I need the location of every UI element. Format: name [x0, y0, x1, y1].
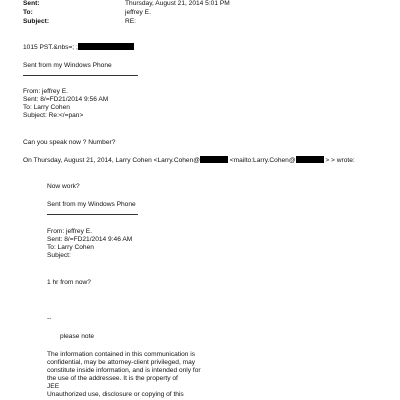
- wrote-line-part-a: On Thursday, August 21, 2014, Larry Cohen <Larry.Cohen@: [23, 157, 200, 164]
- confidential-line-4: the use of the addressee. It is the property of: [47, 375, 178, 382]
- sent-value: Thursday, August 21, 2014 5:01 PM: [125, 0, 230, 7]
- confidential-line-5: JEE: [47, 383, 60, 390]
- sent-1: Sent: 8/=FD21/2014 9:56 AM: [23, 96, 109, 103]
- to-value: jeffrey E.: [125, 9, 151, 16]
- dash-line: --: [47, 315, 52, 322]
- redaction-bar: [296, 156, 324, 163]
- confidential-line-2: confidential, may be attorney-client privileged, may: [47, 359, 196, 366]
- signature-1: Sent from my Windows Phone: [23, 62, 112, 69]
- subject-label: Subject:: [23, 18, 50, 25]
- subject-value: RE:: [125, 18, 136, 25]
- please-note: please note: [60, 333, 95, 340]
- to-label: To:: [23, 9, 33, 16]
- divider-1: [23, 75, 138, 76]
- hr-line: 1 hr from now?: [47, 279, 91, 286]
- now-work: Now work?: [47, 183, 80, 190]
- body-line-1-text: 1015 PST.&nbs=; ;: [23, 44, 78, 51]
- wrote-line-part-c: > > wrote:: [323, 157, 355, 164]
- question-line: Can you speak now ? Number?: [23, 139, 116, 146]
- sent-2: Sent: 8/=FD21/2014 9:46 AM: [47, 236, 133, 243]
- to-2: To: Larry Cohen: [47, 244, 94, 251]
- subject-2: Subject:: [47, 252, 71, 259]
- subject-1: Subject: Re:</=pan>: [23, 112, 84, 119]
- sent-label: Sent:: [23, 0, 40, 7]
- confidential-line-3: constitute inside information, and is intended only for: [47, 367, 201, 374]
- redaction-bar: [78, 43, 134, 50]
- body-line-1: [23, 43, 134, 52]
- signature-2: Sent from my Windows Phone: [47, 201, 136, 208]
- redaction-bar: [200, 156, 228, 163]
- confidential-line-6: Unauthorized use, disclosure or copying of this: [47, 391, 184, 398]
- to-1: To: Larry Cohen: [23, 104, 70, 111]
- confidential-line-1: The information contained in this communication is: [47, 351, 196, 358]
- wrote-line-part-b: <mailto:Larry.Cohen@: [227, 157, 296, 164]
- divider-2: [47, 214, 138, 215]
- wrote-line: [23, 156, 355, 165]
- from-1: From: jeffrey E.: [23, 88, 68, 95]
- from-2: From: jeffrey E.: [47, 228, 92, 235]
